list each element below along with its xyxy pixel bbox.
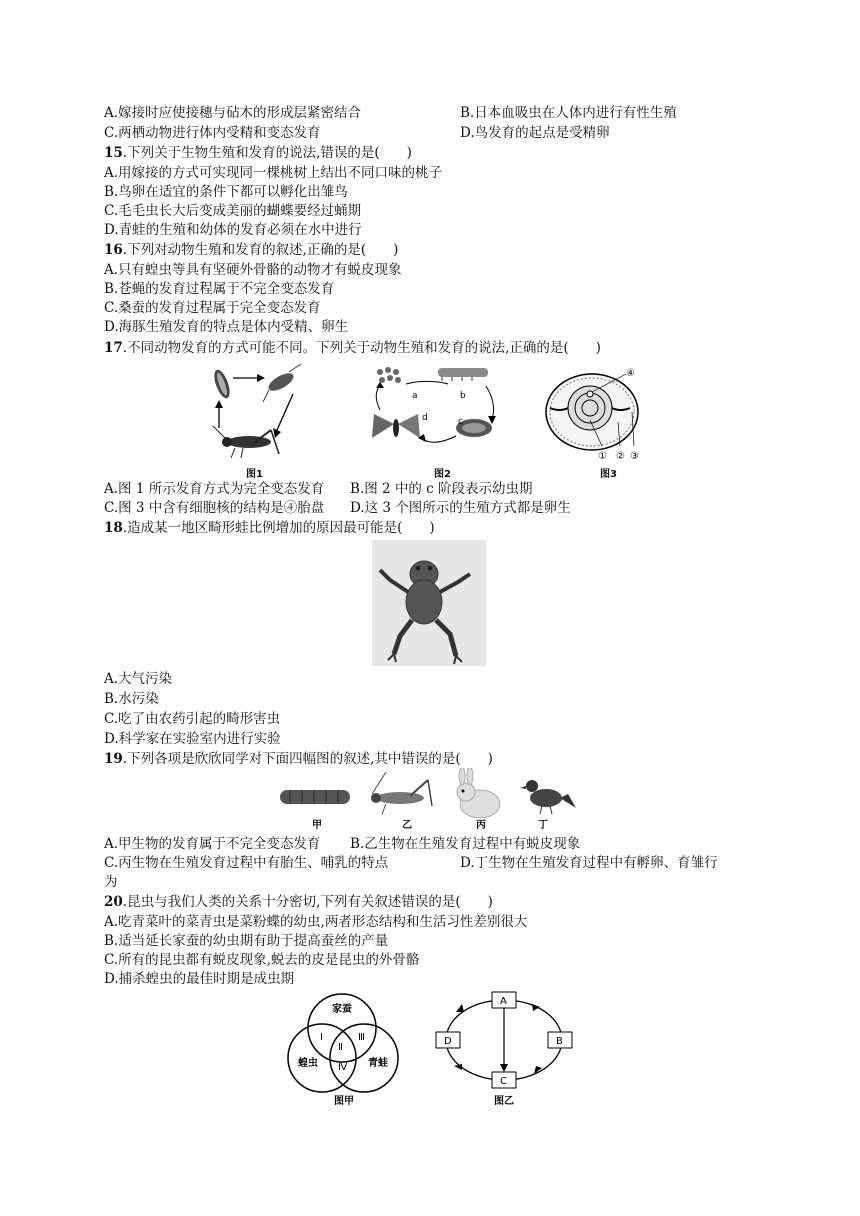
venn-diagram	[280, 990, 410, 1108]
grasshopper-icon	[371, 772, 432, 814]
figure-1-caption: 图1	[246, 469, 263, 480]
question-number: 20	[104, 894, 123, 910]
option-a: A.吃青菜叶的菜青虫是菜粉蝶的幼虫,两者形态结构和生活习性差别很大	[104, 914, 528, 930]
option-b: B.水污染	[104, 691, 159, 707]
venn-locust: 蝗虫	[298, 1058, 318, 1069]
option-c: C.吃了由农药引起的畸形害虫	[104, 711, 281, 727]
figure-3-bird-egg	[542, 362, 662, 462]
question-stem: .下列对动物生殖和发育的叙述,正确的是( )	[122, 242, 399, 258]
option-b: B.鸟卵在适宜的条件下都可以孵化出雏鸟	[104, 184, 348, 200]
eggs-icon	[377, 367, 401, 383]
region-4: Ⅳ	[338, 1062, 348, 1073]
egg-icon	[211, 368, 233, 400]
label-a: a	[412, 391, 418, 401]
question-20	[104, 893, 493, 912]
option-b: B.图 2 中的 c 阶段表示幼虫期	[350, 481, 533, 497]
four-organisms-figure	[276, 768, 586, 832]
label-yi: 乙	[402, 820, 412, 831]
node-d-label: D	[444, 1036, 452, 1047]
label-4: ④	[626, 368, 635, 379]
question-17	[104, 339, 601, 358]
option-c: C.丙生物在生殖发育过程中有胎生、哺乳的特点	[104, 855, 389, 871]
silkworm-icon	[280, 790, 350, 804]
option-a: A.用嫁接的方式可实现同一棵桃树上结出不同口味的桃子	[104, 165, 443, 181]
option-a: A.图 1 所示发育方式为完全变态发育	[104, 481, 325, 497]
figure-2-caption: 图2	[434, 469, 451, 480]
node-a-label: A	[500, 996, 507, 1007]
cycle-diagram	[432, 988, 582, 1108]
deformed-frog-photo	[372, 540, 486, 666]
question-15	[104, 144, 412, 163]
option-c: C.毛毛虫长大后变成美丽的蝴蝶要经过蛹期	[104, 203, 362, 219]
question-stem: .下列关于生物生殖和发育的说法,错误的是( )	[122, 145, 412, 161]
venn-caption: 图甲	[334, 1096, 354, 1107]
nymph-icon	[263, 364, 301, 402]
option-b: B.乙生物在生殖发育过程中有蜕皮现象	[350, 836, 581, 852]
question-18	[104, 519, 435, 538]
option-d-continued: 为	[104, 874, 118, 890]
option-d: D.科学家在实验室内进行实验	[104, 731, 281, 747]
question-stem: .昆虫与我们人类的关系十分密切,下列有关叙述错误的是( )	[122, 894, 493, 910]
option-b-q14: B.日本血吸虫在人体内进行有性生殖	[460, 105, 677, 121]
option-c-q14: C.两栖动物进行体内受精和变态发育	[104, 125, 321, 141]
option-d: D.青蛙的生殖和幼体的发育必须在水中进行	[104, 222, 362, 238]
label-c: c	[458, 417, 463, 427]
moth-icon	[372, 414, 420, 438]
option-c: C.图 3 中含有细胞核的结构是④胎盘	[104, 500, 325, 516]
venn-frog: 青蛙	[368, 1058, 388, 1069]
question-stem: .不同动物发育的方式可能不同。下列关于动物生殖和发育的说法,正确的是( )	[122, 340, 601, 356]
region-3: Ⅲ	[358, 1032, 365, 1043]
question-number: 15	[104, 145, 123, 161]
question-number: 16	[104, 242, 123, 258]
option-a: A.只有蝗虫等具有坚硬外骨骼的动物才有蜕皮现象	[104, 262, 402, 278]
region-1: Ⅰ	[320, 1032, 323, 1043]
region-2: Ⅱ	[338, 1042, 343, 1053]
cycle-caption: 图乙	[494, 1096, 514, 1107]
question-number: 19	[104, 751, 123, 767]
node-c-label: C	[500, 1076, 507, 1087]
question-number: 17	[104, 340, 123, 356]
option-d: D.这 3 个图所示的生殖方式都是卵生	[350, 500, 571, 516]
question-stem: .下列各项是欣欣同学对下面四幅图的叙述,其中错误的是( )	[122, 751, 493, 767]
option-a: A.大气污染	[104, 671, 173, 687]
label-1: ①	[598, 451, 607, 462]
adult-grasshopper-icon	[213, 426, 279, 458]
label-bing: 丙	[476, 820, 486, 831]
question-stem: .造成某一地区畸形蛙比例增加的原因最可能是( )	[122, 520, 435, 536]
label-b: b	[460, 391, 466, 401]
option-c: C.所有的昆虫都有蜕皮现象,蜕去的皮是昆虫的外骨骼	[104, 952, 420, 968]
venn-silkworm: 家蚕	[332, 1004, 352, 1015]
rabbit-icon	[457, 768, 500, 818]
option-b: B.苍蝇的发育过程属于不完全变态发育	[104, 281, 335, 297]
option-a-q14: A.嫁接时应使接穗与砧木的形成层紧密结合	[104, 105, 362, 121]
option-b: B.适当延长家蚕的幼虫期有助于提高蚕丝的产量	[104, 933, 389, 949]
option-c: C.桑蚕的发育过程属于完全变态发育	[104, 300, 321, 316]
option-d-q14: D.鸟发育的起点是受精卵	[460, 125, 610, 141]
node-b-label: B	[556, 1036, 563, 1047]
label-ding: 丁	[538, 820, 548, 831]
question-number: 18	[104, 520, 123, 536]
option-d: D.捕杀蝗虫的最佳时期是成虫期	[104, 971, 295, 987]
figure-1-grasshopper-cycle	[205, 362, 305, 462]
figure-2-moth-cycle	[368, 362, 498, 462]
figure-3-caption: 图3	[600, 469, 617, 480]
label-3: ③	[630, 451, 639, 462]
question-16	[104, 241, 398, 260]
option-a: A.甲生物的发育属于不完全变态发育	[104, 836, 321, 852]
question-19	[104, 750, 493, 769]
label-2: ②	[616, 451, 625, 462]
larva-icon	[438, 368, 488, 381]
option-d: D.海豚生殖发育的特点是体内受精、卵生	[104, 319, 349, 335]
label-d: d	[422, 413, 428, 423]
option-d: D.丁生物在生殖发育过程中有孵卵、育雏行	[460, 855, 718, 871]
pigeon-icon	[520, 780, 576, 814]
label-jia: 甲	[312, 820, 322, 831]
